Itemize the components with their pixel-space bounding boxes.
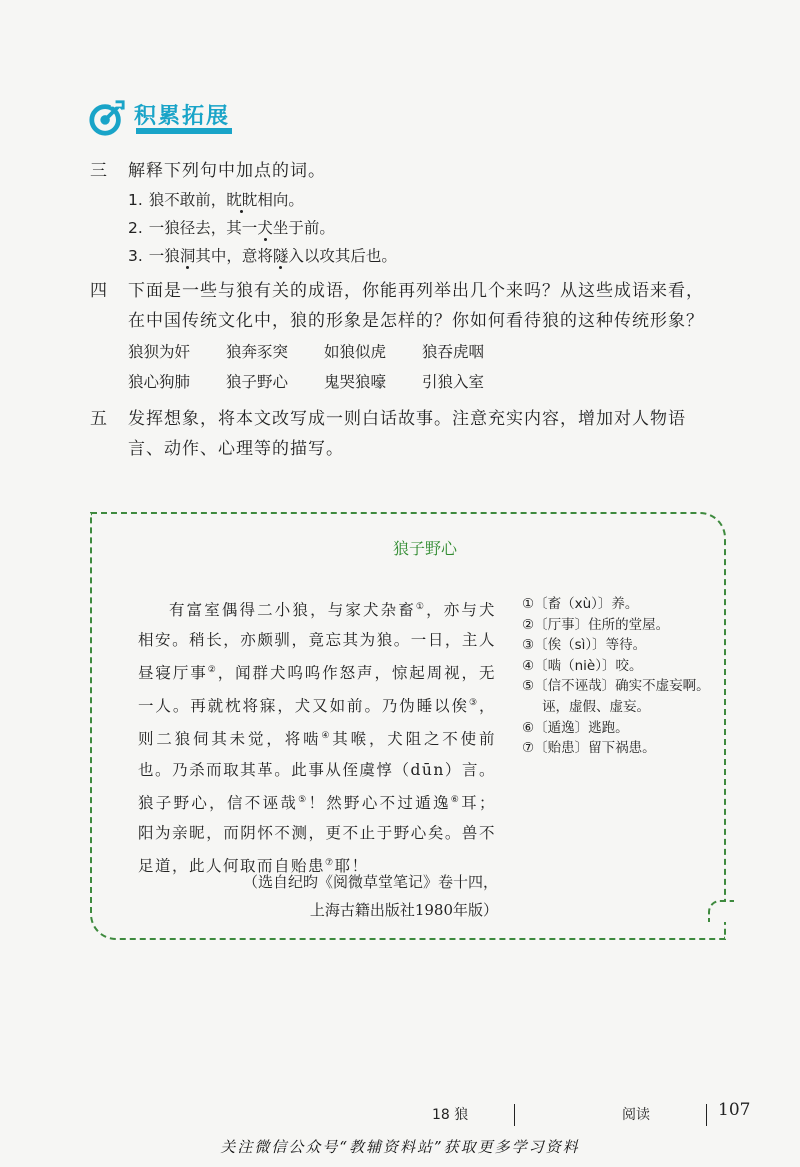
watermark-text: 关注微信公众号“教辅资料站”获取更多学习资料 (220, 1138, 580, 1156)
question-text-line-1: 下面是一些与狼有关的成语，你能再列举出几个来吗？从这些成语来看， (128, 281, 704, 301)
page-number: 107 (718, 1100, 751, 1120)
note-ref: ② (207, 665, 218, 676)
question-number: 四 (90, 281, 107, 301)
idiom: 狼子野心 (226, 373, 289, 391)
section-title: 积累拓展 (134, 103, 231, 129)
question-text: 解释下列句中加点的词。 (128, 161, 326, 181)
question-text-line-2: 在中国传统文化中，狼的形象是怎样的？你如何看待狼的这种传统形象？ (128, 311, 704, 331)
dotted-word: 洞 (179, 247, 196, 265)
idiom-row-2 (128, 370, 520, 392)
idiom: 引狼入室 (422, 373, 485, 391)
idiom: 鬼哭狼嚎 (324, 373, 387, 391)
annotation: ⑦〔贻患〕留下祸患。 (522, 740, 656, 757)
footer-divider (514, 1104, 515, 1126)
question-text-line-2: 言、动作、心理等的描写。 (128, 439, 344, 459)
annotation: ①〔畜（xù）〕养。 (522, 596, 639, 612)
note-ref: ③ (468, 698, 479, 709)
target-arrow-icon (88, 99, 126, 137)
reading-title: 狼子野心 (392, 539, 457, 558)
note-ref: ⑤ (298, 794, 309, 805)
box-corner-notch (708, 900, 734, 922)
question-number: 三 (90, 161, 107, 181)
annotation: ⑤〔信不诬哉〕确实不虚妄啊。 (522, 678, 710, 695)
classical-paragraph: 有富室偶得二小狼，与家犬杂畜①，亦与犬相安。稍长，亦颇驯，竟忘其为狼。一日，主人昼寝厅事②，闻群犬呜呜作怒声，惊起周视，无一人。再就枕将寐，犬又如前。乃伪睡以俟③，则二狼伺其未觉，将啮④其喉，犬阻之不使前也。乃杀而取其革。此事从侄虞惇（dūn）言。狼子野心，信不诬哉⑤！然野心不过遁逸⑥耳；阳为亲昵，而阴怀不测，更不止于野心矣。兽不足道，此人何取而自贻患⑦耶！ (138, 601, 496, 875)
footer-divider (706, 1104, 707, 1126)
dotted-word: 眈眈 (226, 191, 258, 209)
idiom: 狼吞虎咽 (422, 343, 485, 361)
annotation: ⑥〔遁逸〕逃跑。 (522, 719, 629, 736)
question-number: 五 (90, 409, 107, 429)
q3-item-3: 3. 一狼洞其中，意将隧入以攻其后也。 (128, 247, 397, 265)
annotation-continuation: 诬，虚假、虚妄。 (542, 698, 650, 715)
idiom: 狼狈为奸 (128, 343, 191, 361)
note-ref: ① (415, 602, 427, 612)
idiom: 狼奔豕突 (226, 343, 289, 361)
question-text-line-1: 发挥想象，将本文改写成一则白话故事。注意充实内容，增加对人物语 (128, 409, 686, 429)
q3-item-2: 2. 一狼径去，其一犬坐于前。 (128, 219, 335, 237)
note-ref: ④ (321, 731, 333, 742)
q3-item-1: 1. 狼不敢前，眈眈相向。 (128, 191, 304, 209)
idiom: 如狼似虎 (324, 343, 387, 361)
unit-label: 阅读 (622, 1107, 650, 1123)
idiom: 狼心狗肺 (128, 373, 191, 391)
classical-text (138, 592, 496, 881)
dotted-word: 犬 (257, 219, 273, 237)
annotation: ④〔啮（niè）〕咬。 (522, 657, 643, 674)
lesson-label: 18 狼 (432, 1107, 469, 1123)
note-ref: ⑥ (450, 794, 462, 805)
section-underline (136, 128, 232, 134)
dotted-word: 隧 (272, 247, 289, 265)
source-citation: （选自纪昀《阅微草堂笔记》卷十四， 上海古籍出版社1980年版） (242, 873, 498, 919)
annotation: ②〔厅事〕住所的堂屋。 (522, 616, 670, 633)
annotation-list (522, 594, 722, 759)
note-ref: ⑦ (325, 857, 335, 868)
idiom-row-1 (128, 340, 520, 362)
annotation: ③〔俟（sì）〕等待。 (522, 637, 647, 654)
